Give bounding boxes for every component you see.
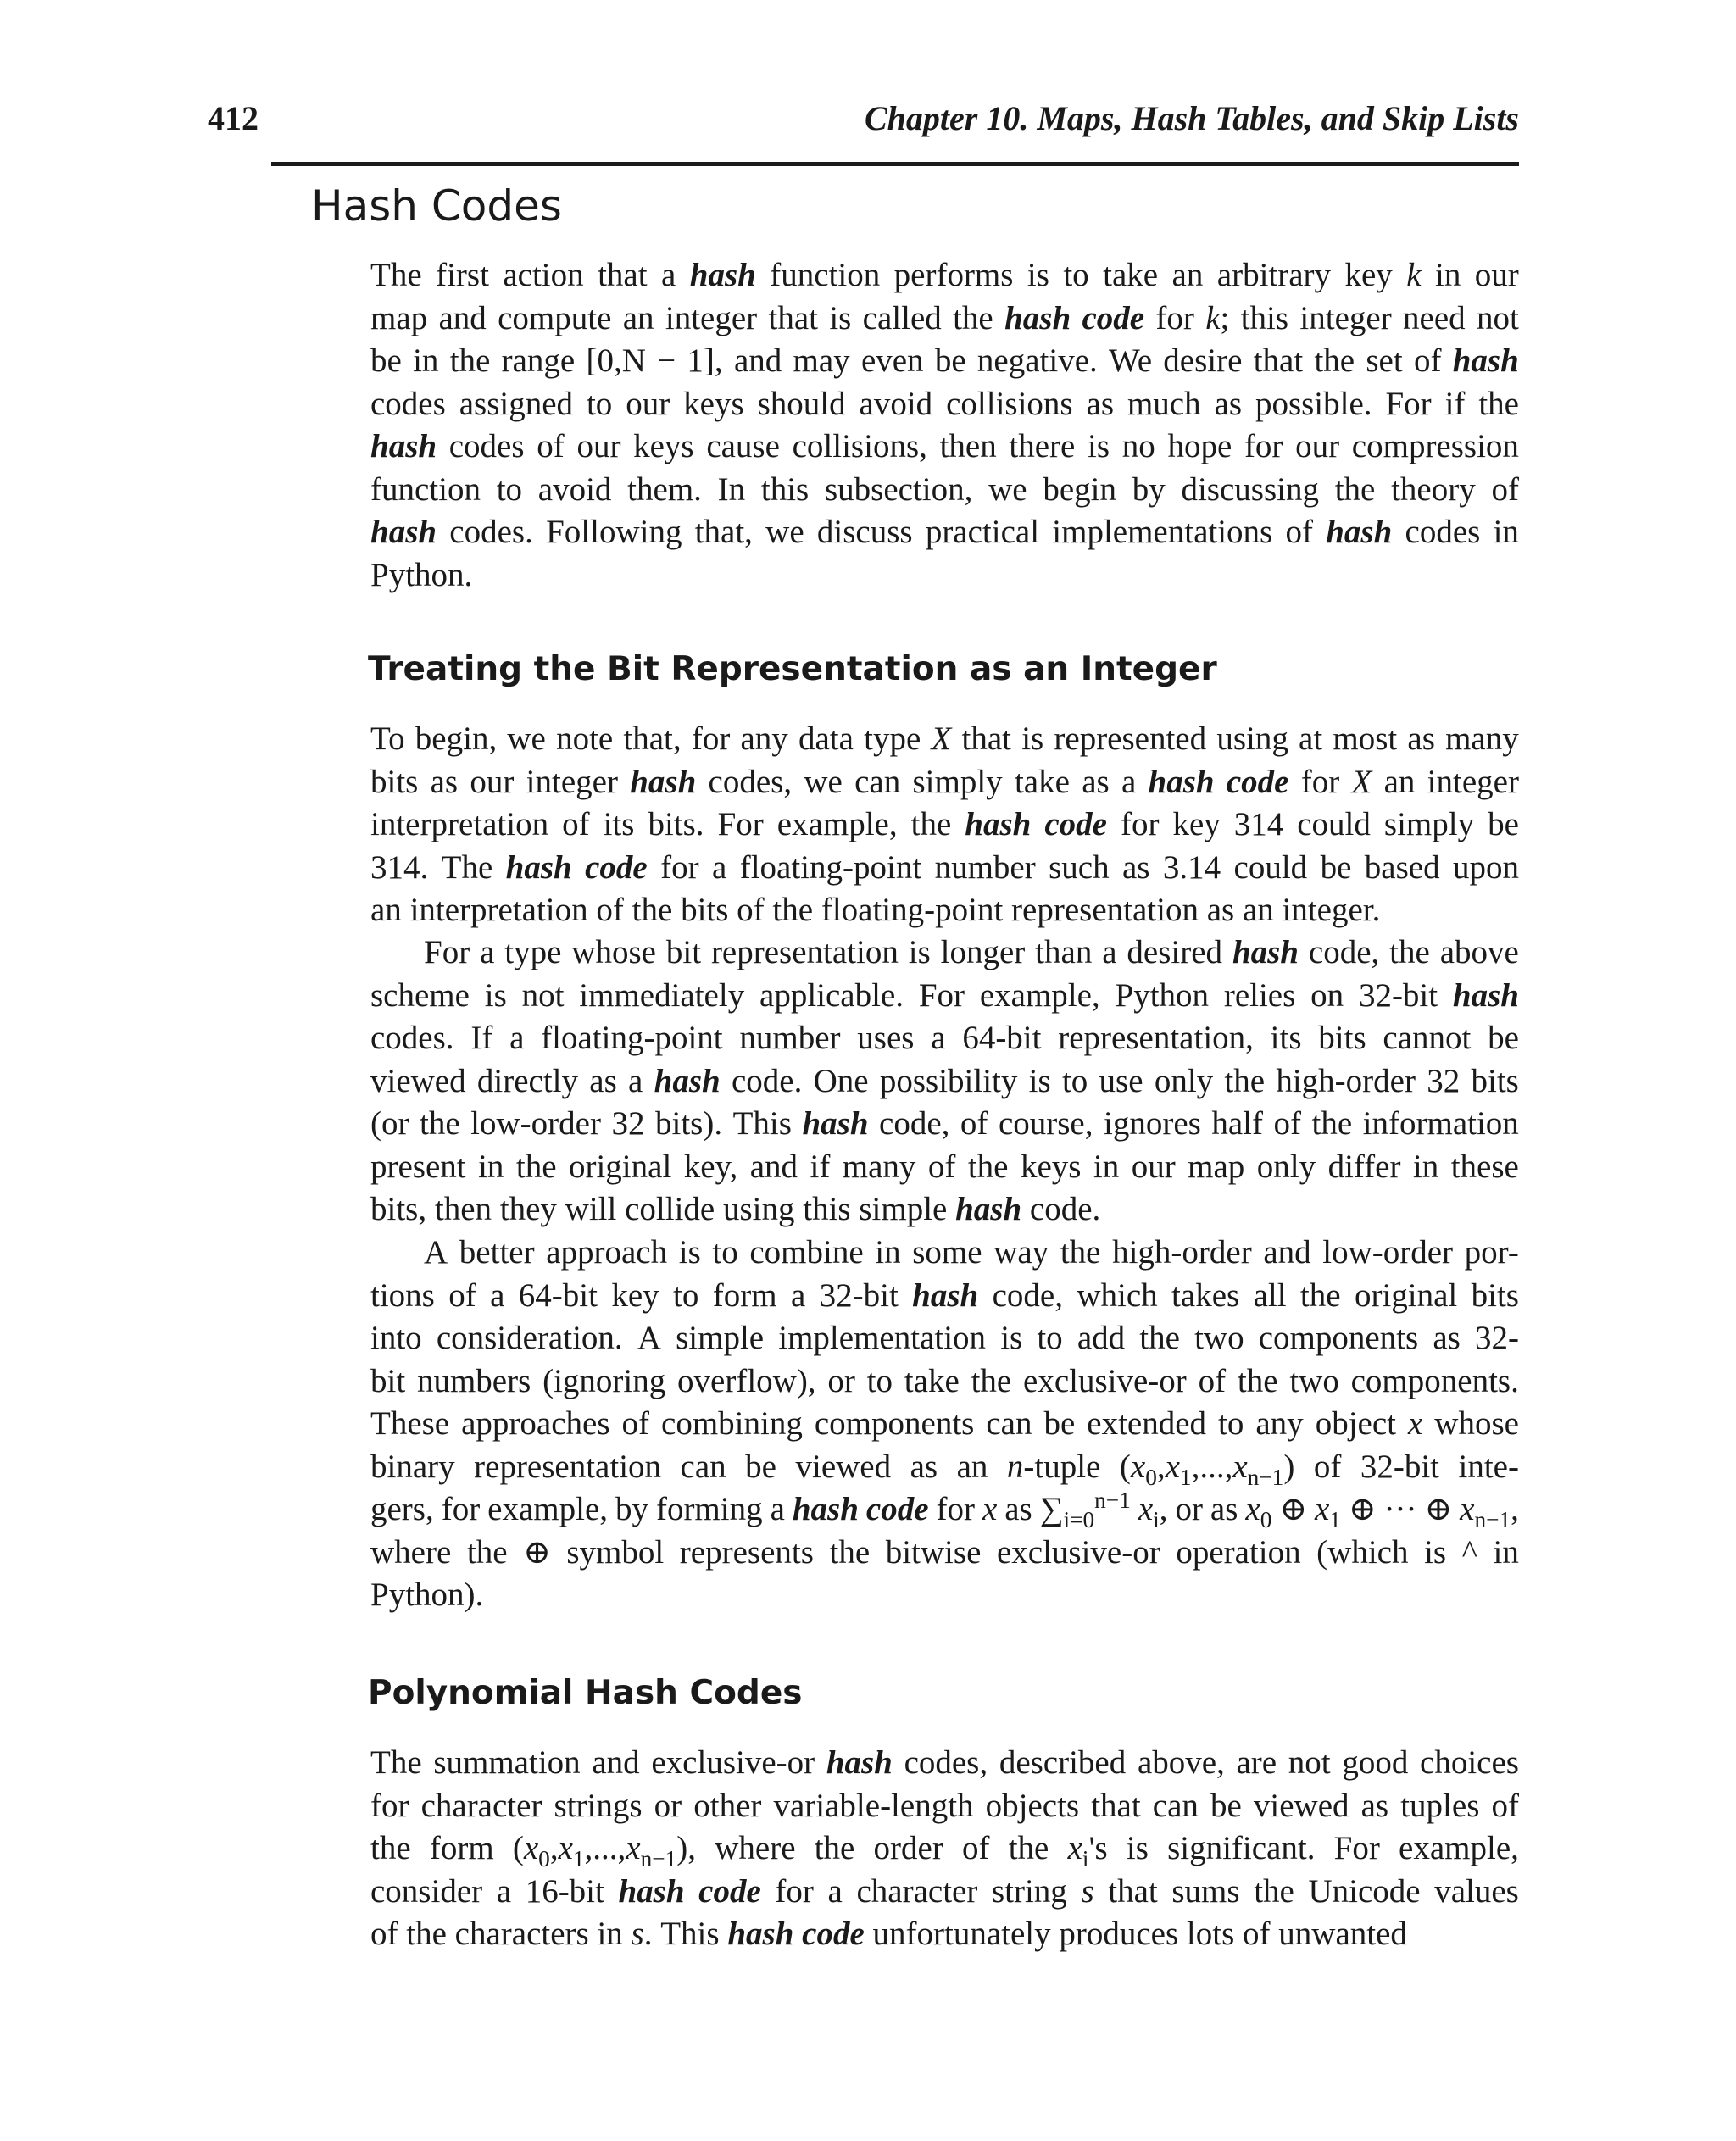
subsection-title: Polynomial Hash Codes [368,1674,803,1712]
text-line: These approaches of combining components can be extended to any object x whose [370,1405,1519,1442]
text-line: Python). [370,1577,484,1613]
text-line: present in the original key, and if many of the keys in our map only differ in these [370,1148,1519,1185]
text-line: codes assigned to our keys should avoid collisions as much as possible. For if the [370,385,1519,422]
text-line: for character strings or other variable-length objects that can be viewed as tuples of [370,1787,1519,1824]
paragraph [370,254,1519,597]
text-line: be in the range [0,N − 1], and may even be negative. We desire that the set of hash [370,342,1519,379]
paragraph [370,931,1519,1232]
paragraph [370,718,1519,932]
text-line: A better approach is to combine in some way the high-order and low-order por- [424,1234,1519,1271]
text-line: consider a 16-bit hash code for a character string s that sums the Unicode values [370,1872,1519,1910]
text-line: hash codes of our keys cause collisions, then there is no hope for our compression [370,428,1519,464]
text-line: binary representation can be viewed as an n-tuple $(x_0,x_1,...,x_{n-1})$ of 32-bit inte- [370,1448,1519,1490]
paragraph [370,1232,1519,1617]
text-line: The first action that a hash function performs is to take an arbitrary key k in our [370,257,1519,293]
text-line: (or the low-order 32 bits). This hash code, of course, ignores half of the information [370,1105,1519,1142]
text-line: tions of a 64-bit key to form a 32-bit hash code, which takes all the original bits [370,1276,1519,1314]
header-rule [271,162,1519,166]
text-line: the form $(x_0,x_1,...,x_{n-1})$, where the order of the $x_i's$ is significant. For example, [370,1830,1519,1871]
text-line: viewed directly as a hash code. One possibility is to use only the high-order 32 bits [370,1062,1519,1099]
text-line: interpretation of its bits. For example, the hash code for key 314 could simply be [370,806,1519,842]
page-number: 412 [208,99,259,137]
text-line: The summation and exclusive-or hash codes, described above, are not good choices [370,1744,1519,1781]
text-line: an interpretation of the bits of the floating-point representation as an integer. [370,892,1381,928]
text-line: Python. [370,556,473,593]
text-line: bits as our integer hash codes, we can simply take as a hash code for X an integer [370,763,1519,800]
subsection-title: Treating the Bit Representation as an Integer [368,650,1217,688]
text-line: function to avoid them. In this subsection, we begin by discussing the theory of [370,470,1519,508]
text-line: To begin, we note that, for any data type X that is represented using at most as many [370,720,1519,757]
text-line: into consideration. A simple implementation is to add the two components as 32- [370,1320,1519,1356]
text-line: gers, for example, by forming a hash code for x as $\sum_{i=0}^{n-1}$ $x_i$, or as $x_0$ ⊕ $x_1$ ⊕ ··· ⊕ $x_{n-1}$, [370,1488,1519,1532]
text-line: scheme is not immediately applicable. For example, Python relies on 32-bit hash [370,976,1519,1014]
text-line: codes. If a floating-point number uses a 64-bit representation, its bits cannot be [370,1020,1519,1056]
paragraph [370,1742,1519,1956]
text-line: of the characters in s. This hash code unfortunately produces lots of unwanted [370,1916,1407,1952]
running-head [208,95,1519,142]
chapter-title: Chapter 10. Maps, Hash Tables, and Skip Lists [864,99,1519,137]
text-line: where the ⊕ symbol represents the bitwise exclusive-or operation (which is ^ in [370,1533,1519,1571]
text-line: For a type whose bit representation is longer than a desired hash code, the above [424,934,1519,970]
text-line: hash codes. Following that, we discuss practical implementations of hash codes in [370,514,1519,550]
text-line: bit numbers (ignoring overflow), or to take the exclusive-or of the two components. [370,1362,1519,1399]
text-line: bits, then they will collide using this simple hash code. [370,1191,1101,1227]
text-line: map and compute an integer that is called the hash code for k; this integer need not [370,299,1519,336]
text-line: 314. The hash code for a floating-point number such as 3.14 could be based upon [370,848,1519,886]
section-title: Hash Codes [311,181,562,231]
